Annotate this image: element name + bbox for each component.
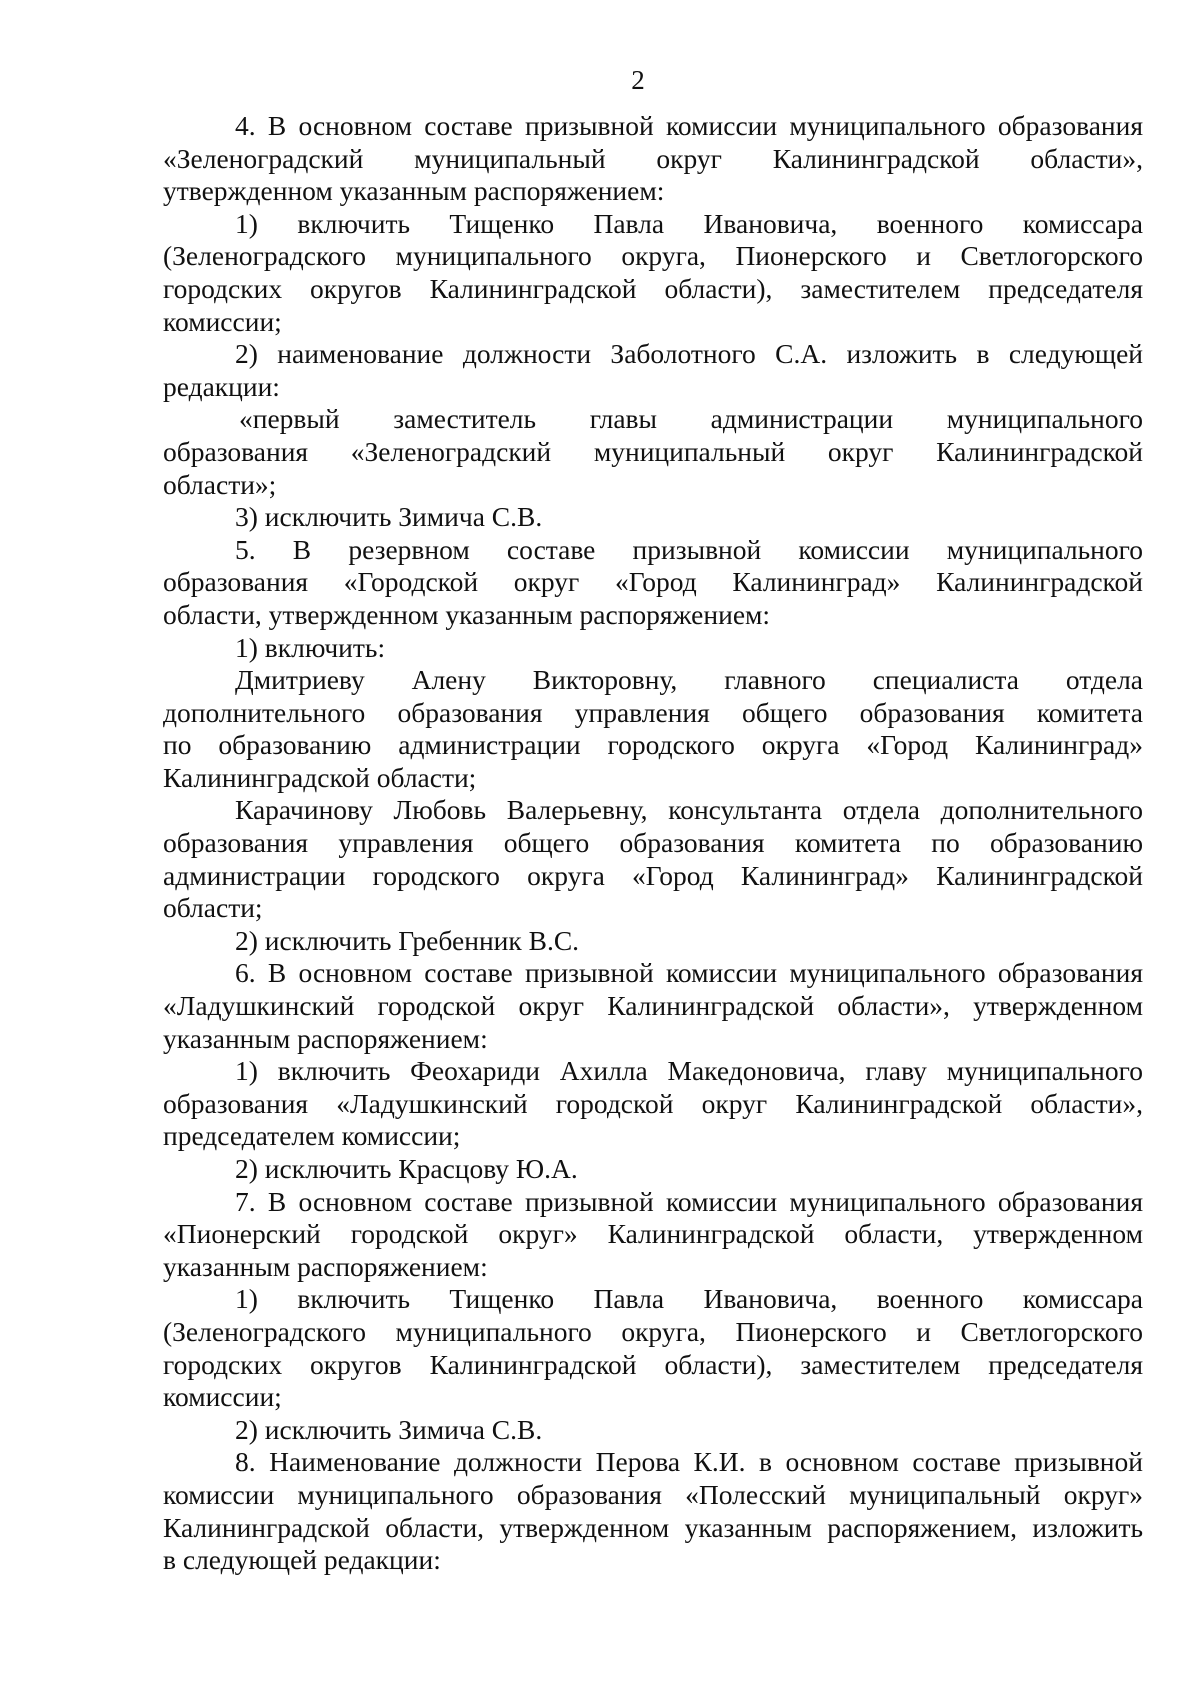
text-line: городских округов Калининградской области), заместителем председателя: [163, 272, 1143, 304]
text-line: 4. В основном составе призывной комиссии муниципального образования: [235, 110, 1143, 141]
text-line: «Зеленоградский муниципальный округ Калининградской области»,: [163, 142, 1143, 174]
text-line: области, утвержденном указанным распоряжением:: [163, 598, 771, 630]
text-line: «Ладушкинский городской округ Калининградской области», утвержденном: [163, 990, 1143, 1022]
text-line: области;: [163, 892, 263, 924]
text-line: образования «Зеленоградский муниципальный округ Калининградской: [163, 435, 1143, 467]
text-line: 6. В основном составе призывной комиссии муниципального образования: [235, 957, 1143, 989]
text-line: утвержденном указанным распоряжением:: [163, 175, 665, 207]
document-body: [163, 110, 1143, 1577]
text-line: «Пионерский городской округ» Калининградской области, утвержденном: [163, 1218, 1143, 1250]
text-line: указанным распоряжением:: [163, 1022, 488, 1054]
text-line: Калининградской области;: [163, 761, 477, 793]
text-line: указанным распоряжением:: [163, 1250, 488, 1282]
text-line: дополнительного образования управления общего образования комитета: [163, 696, 1143, 728]
text-line: образования управления общего образования комитета по образованию: [163, 827, 1143, 859]
text-line: (Зеленоградского муниципального округа, Пионерского и Светлогорского: [163, 240, 1143, 272]
text-line: 5. В резервном составе призывной комиссии муниципального: [235, 533, 1143, 565]
text-line: комиссии;: [163, 1381, 282, 1413]
text-line: 2) исключить Красцову Ю.А.: [235, 1153, 578, 1184]
text-line: редакции:: [163, 370, 280, 402]
text-line: 1) включить:: [235, 631, 386, 663]
text-line: образования «Ладушкинский городской округ Калининградской области»,: [163, 1087, 1143, 1119]
text-line: Калининградской области, утвержденном указанным распоряжением, изложить: [163, 1511, 1143, 1543]
page-number: 2: [631, 65, 645, 95]
text-line: комиссии муниципального образования «Полесский муниципальный округ»: [163, 1478, 1143, 1510]
text-line: Карачинову Любовь Валерьевну, консультанта отдела дополнительного: [235, 794, 1143, 826]
text-line: «первый заместитель главы администрации муниципального: [239, 403, 1143, 435]
text-line: Дмитриеву Алену Викторовну, главного специалиста отдела: [235, 664, 1143, 696]
text-line: председателем комиссии;: [163, 1120, 461, 1152]
text-line: городских округов Калининградской области), заместителем председателя: [163, 1348, 1143, 1380]
text-line: области»;: [163, 468, 277, 500]
text-line: комиссии;: [163, 305, 282, 337]
text-line: 8. Наименование должности Перова К.И. в основном составе призывной: [235, 1446, 1143, 1478]
text-line: (Зеленоградского муниципального округа, Пионерского и Светлогорского: [163, 1315, 1143, 1347]
text-line: 3) исключить Зимича С.В.: [235, 501, 543, 533]
text-line: по образованию администрации городского округа «Город Калининград»: [163, 729, 1143, 761]
text-line: 2) исключить Гребенник В.С.: [235, 924, 580, 956]
text-line: 2) наименование должности Заболотного С.А. изложить в следующей: [235, 338, 1143, 370]
text-line: 1) включить Тищенко Павла Ивановича, военного комиссара: [235, 207, 1143, 239]
text-line: 1) включить Тищенко Павла Ивановича, военного комиссара: [235, 1283, 1143, 1315]
text-line: 7. В основном составе призывной комиссии муниципального образования: [235, 1185, 1143, 1217]
text-line: администрации городского округа «Город Калининград» Калининградской: [163, 859, 1143, 891]
text-line: образования «Городской округ «Город Калининград» Калининградской: [163, 566, 1143, 598]
text-line: в следующей редакции:: [163, 1544, 441, 1576]
text-line: 2) исключить Зимича С.В.: [235, 1413, 543, 1445]
document-page: [163, 64, 1143, 1577]
text-line: 1) включить Феохариди Ахилла Македоновича, главу муниципального: [235, 1055, 1143, 1087]
